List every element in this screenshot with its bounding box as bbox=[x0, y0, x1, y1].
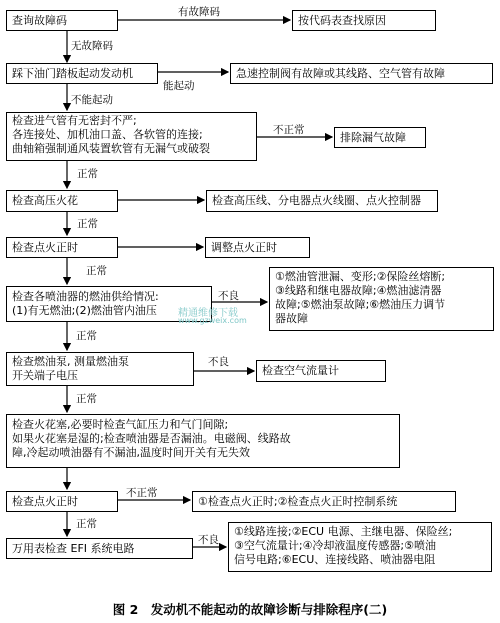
normal-label: 正常 bbox=[76, 330, 97, 342]
fuel-fault-causes-line: ①燃油管泄漏、变形;②保险丝熔断; bbox=[275, 270, 446, 283]
check-timing-control-box bbox=[192, 491, 456, 512]
fuel-fault-causes-box bbox=[269, 267, 494, 331]
fuel-fault-causes-line: 器故障 bbox=[275, 312, 308, 325]
normal-label: 正常 bbox=[76, 518, 97, 530]
check-intake-leak-line: 各连接处、加机油口盖、各软管的连接; bbox=[12, 128, 203, 141]
bad-label: 不良 bbox=[218, 290, 239, 302]
normal-label: 正常 bbox=[77, 168, 98, 180]
check-fuel-pump-line: 检查燃油泵, 测量燃油泵 bbox=[12, 355, 129, 368]
adjust-timing-box bbox=[205, 237, 310, 258]
check-hv-spark-box bbox=[6, 190, 118, 212]
check-ignition-parts-box bbox=[206, 190, 438, 212]
check-timing-2-text: 检查点火正时 bbox=[12, 494, 78, 508]
has-code-label: 有故障码 bbox=[178, 6, 220, 18]
watermark-url: www.gzweix.com bbox=[178, 316, 247, 325]
check-airflow-meter-text: 检查空气流量计 bbox=[262, 364, 339, 377]
normal-label: 正常 bbox=[76, 393, 97, 405]
check-fuel-pump-line: 开关端子电压 bbox=[12, 369, 78, 382]
efi-fault-causes-box bbox=[228, 522, 492, 572]
check-fuel-supply-line: (1)有无燃油;(2)燃油管内油压 bbox=[12, 304, 157, 317]
check-fuel-pump-box bbox=[6, 352, 194, 386]
fuel-fault-causes-line: ③线路和继电器故障;④燃油滤清器 bbox=[275, 284, 442, 297]
normal-label: 正常 bbox=[77, 218, 98, 230]
start-engine-box bbox=[6, 63, 158, 84]
check-intake-leak-box bbox=[6, 112, 257, 161]
check-spark-plug-box bbox=[6, 414, 400, 468]
check-fault-code-text: 查询故障码 bbox=[12, 13, 67, 27]
figure-caption: 图 2 发动机不能起动的故障诊断与排除程序(二) bbox=[112, 602, 388, 617]
idle-valve-fault-box bbox=[230, 63, 493, 84]
check-ignition-parts-text: 检查高压线、分电器点火线圈、点火控制器 bbox=[212, 194, 421, 207]
efi-fault-causes-line: ③空气流量计;④冷却液温度传感器;⑤喷油 bbox=[234, 539, 436, 552]
abnormal-label: 不正常 bbox=[273, 124, 305, 136]
remove-leak-text: 排除漏气故障 bbox=[340, 130, 406, 144]
lookup-code-table-text: 按代码表查找原因 bbox=[298, 13, 386, 27]
check-spark-plug-line: 如果火花塞是湿的;检查喷油器是否漏油。电磁阀、线路故 bbox=[12, 432, 291, 445]
check-intake-leak-line: 曲轴箱强制通风装置软管有无漏气或破裂 bbox=[12, 142, 210, 155]
idle-valve-fault-text: 急速控制阀有故障或其线路、空气管有故障 bbox=[236, 66, 445, 80]
bad-label: 不良 bbox=[208, 356, 229, 368]
check-timing-control-text: ①检查点火正时;②检查点火正时控制系统 bbox=[198, 494, 398, 508]
check-timing-text: 检查点火正时 bbox=[12, 240, 78, 254]
check-spark-plug-line: 检查火花塞,必要时检查气缸压力和气门间隙; bbox=[12, 418, 229, 431]
check-efi-circuit-box bbox=[6, 538, 193, 559]
fuel-fault-causes-line: 故障;⑤燃油泵故障;⑥燃油压力调节 bbox=[275, 298, 446, 311]
start-engine-text: 踩下油门踏板起动发动机 bbox=[12, 66, 133, 80]
check-spark-plug-line: 障,冷起动喷油器有不漏油,温度时间开关有无失效 bbox=[12, 446, 250, 459]
check-fault-code-box bbox=[6, 10, 118, 31]
adjust-timing-text: 调整点火正时 bbox=[211, 240, 277, 254]
check-intake-leak-line: 检查进气管有无密封不严; bbox=[12, 114, 137, 127]
check-timing-box bbox=[6, 237, 118, 258]
check-fuel-supply-line: 检查各喷油器的燃油供给情况: bbox=[12, 290, 159, 303]
efi-fault-causes-line: ①线路连接;②ECU 电源、主继电器、保险丝; bbox=[234, 525, 453, 538]
abnormal-label: 不正常 bbox=[126, 487, 158, 499]
check-timing-2-box bbox=[6, 491, 118, 512]
can-start-label: 能起动 bbox=[163, 80, 195, 92]
normal-label: 正常 bbox=[86, 265, 107, 277]
bad-label: 不良 bbox=[198, 534, 219, 546]
check-efi-circuit-text: 万用表检查 EFI 系统电路 bbox=[12, 541, 135, 555]
check-airflow-meter-box bbox=[256, 360, 386, 382]
check-hv-spark-text: 检查高压火花 bbox=[12, 194, 78, 207]
remove-leak-box bbox=[334, 127, 426, 148]
lookup-code-table-box bbox=[292, 10, 436, 31]
cannot-start-label: 不能起动 bbox=[71, 94, 113, 106]
no-code-label: 无故障码 bbox=[71, 40, 113, 52]
efi-fault-causes-line: 信号电路;⑥ECU、连接线路、喷油器电阻 bbox=[234, 553, 436, 566]
watermark-text: 精通维修下载 bbox=[178, 308, 238, 319]
